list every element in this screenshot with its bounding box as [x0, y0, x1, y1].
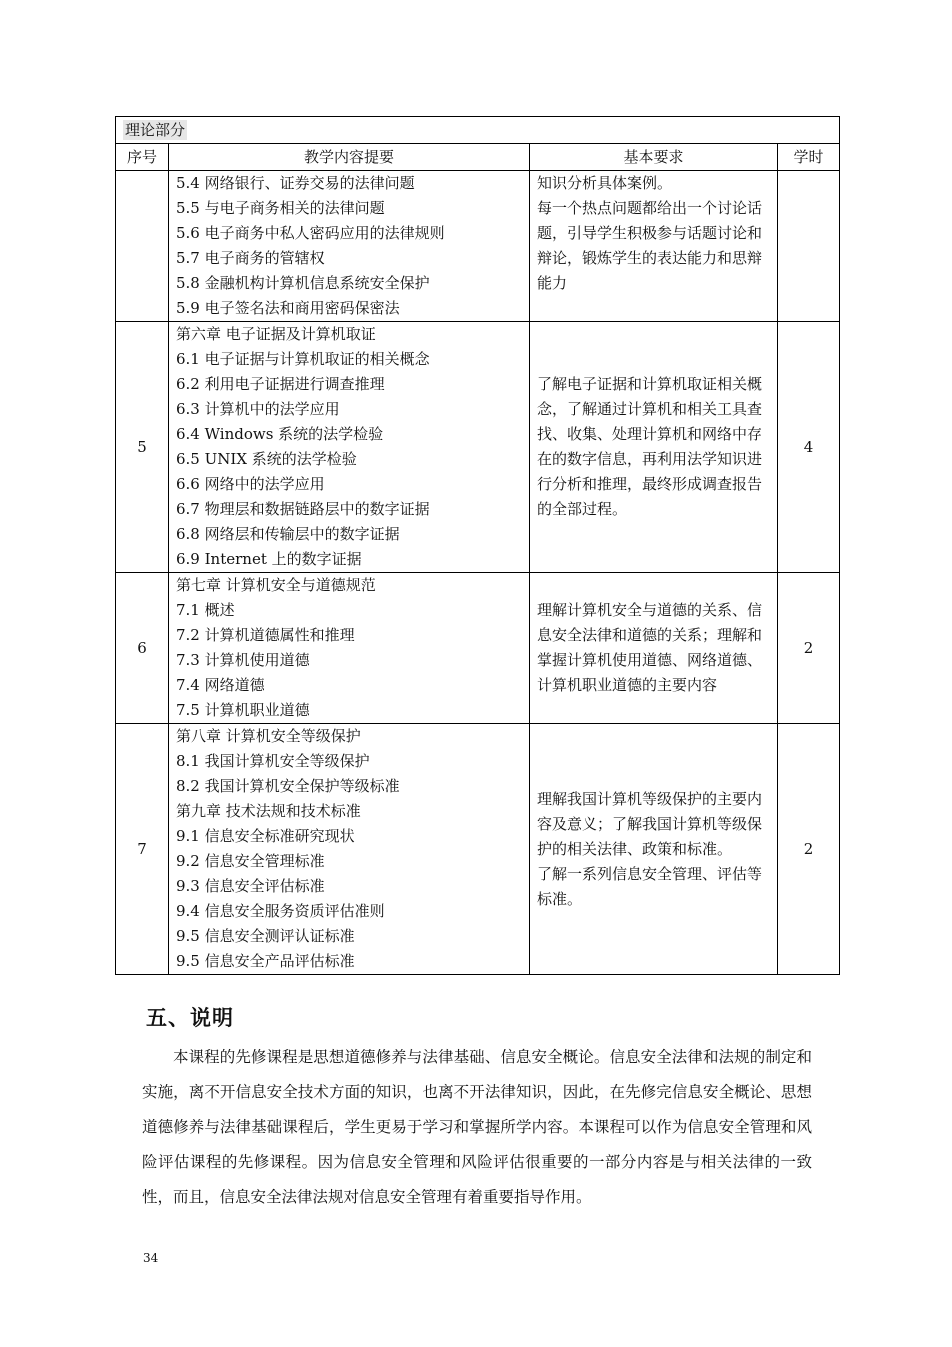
- row-number: 6: [116, 573, 169, 724]
- content-line: 6.1 电子证据与计算机取证的相关概念: [176, 350, 430, 368]
- content-line: 7.4 网络道德: [176, 676, 265, 694]
- row-hours: 2: [778, 573, 840, 724]
- content-line: 5.4 网络银行、证券交易的法律问题: [176, 174, 415, 192]
- content-line: 9.3 信息安全评估标准: [176, 877, 325, 895]
- requirement-text: 理解计算机安全与道德的关系、信息安全法律和道德的关系；理解和掌握计算机使用道德、网络道德、计算机职业道德的主要内容: [537, 601, 763, 694]
- row-content: [169, 724, 530, 975]
- row-requirement: [530, 171, 778, 322]
- table-row: [116, 322, 840, 573]
- content-line: 7.2 计算机道德属性和推理: [176, 626, 355, 644]
- content-line: 第九章 技术法规和技术标准: [176, 802, 361, 820]
- content-line: 6.3 计算机中的法学应用: [176, 400, 340, 418]
- header-hours: 学时: [778, 144, 840, 171]
- header-num: 序号: [116, 144, 169, 171]
- section-paragraph: 本课程的先修课程是思想道德修养与法律基础、信息安全概论。信息安全法律和法规的制定和实施，离不开信息安全技术方面的知识，也离不开法律知识，因此，在先修完信息安全概论、思想道德修养与法律基础课程后，学生更易于学习和掌握所学内容。本课程可以作为信息安全管理和风险评估课程的先修课程。因为信息安全管理和风险评估很重要的一部分内容是与相关法律的一致性，而且，信息安全法律法规对信息安全管理有着重要指导作用。: [142, 1048, 812, 1206]
- content-line: 7.3 计算机使用道德: [176, 651, 310, 669]
- section-label: 理论部分: [125, 120, 186, 139]
- content-line: 5.5 与电子商务相关的法律问题: [176, 199, 385, 217]
- row-number: 5: [116, 322, 169, 573]
- row-requirement: [530, 322, 778, 573]
- table-row: [116, 171, 840, 322]
- content-line: 5.8 金融机构计算机信息系统安全保护: [176, 274, 430, 292]
- syllabus-table: [115, 116, 840, 975]
- row-hours: 2: [778, 724, 840, 975]
- content-line: 8.1 我国计算机安全等级保护: [176, 752, 370, 770]
- header-row: [116, 144, 840, 171]
- content-line: 9.5 信息安全测评认证标准: [176, 927, 355, 945]
- content-line: 6.5 UNIX 系统的法学检验: [176, 450, 357, 468]
- content-line: 9.4 信息安全服务资质评估准则: [176, 902, 385, 920]
- section-label-row: [116, 117, 840, 144]
- row-content: [169, 171, 530, 322]
- content-line: 5.9 电子签名法和商用密码保密法: [176, 299, 400, 317]
- content-line: 6.4 Windows 系统的法学检验: [176, 425, 384, 443]
- requirement-text: 理解我国计算机等级保护的主要内容及意义；了解我国计算机等级保护的相关法律、政策和标准。 了解一系列信息安全管理、评估等标准。: [537, 789, 763, 908]
- header-content: 教学内容提要: [169, 144, 530, 171]
- row-number: [116, 171, 169, 322]
- section-heading: 五、说明: [146, 1005, 234, 1030]
- requirement-text: 了解电子证据和计算机取证相关概念，了解通过计算机和相关工具查找、收集、处理计算机和网络中存在的数字信息，再利用法学知识进行分析和推理，最终形成调查报告的全部过程。: [537, 375, 763, 518]
- content-line: 5.6 电子商务中私人密码应用的法律规则: [176, 224, 445, 242]
- table-row: [116, 724, 840, 975]
- content-line: 9.1 信息安全标准研究现状: [176, 827, 355, 845]
- content-line: 第六章 电子证据及计算机取证: [176, 325, 376, 343]
- content-line: 6.9 Internet 上的数字证据: [176, 550, 362, 568]
- row-content: [169, 573, 530, 724]
- content-line: 7.1 概述: [176, 601, 235, 619]
- section-label-cell: [116, 117, 840, 144]
- content-line: 6.7 物理层和数据链路层中的数字证据: [176, 500, 430, 518]
- row-requirement: [530, 724, 778, 975]
- content-line: 6.6 网络中的法学应用: [176, 475, 325, 493]
- requirement-text: 知识分析具体案例。 每一个热点问题都给出一个讨论话题，引导学生积极参与话题讨论和辩论，锻炼学生的表达能力和思辩能力: [537, 174, 763, 292]
- row-number: 7: [116, 724, 169, 975]
- content-line: 第七章 计算机安全与道德规范: [176, 576, 376, 594]
- content-line: 7.5 计算机职业道德: [176, 701, 310, 719]
- row-content: [169, 322, 530, 573]
- row-hours: 4: [778, 322, 840, 573]
- content-line: 9.5 信息安全产品评估标准: [176, 952, 355, 970]
- content-line: 8.2 我国计算机安全保护等级标准: [176, 777, 400, 795]
- content-line: 6.2 利用电子证据进行调查推理: [176, 375, 385, 393]
- content-line: 6.8 网络层和传输层中的数字证据: [176, 525, 400, 543]
- page-number: 34: [143, 1251, 159, 1265]
- header-requirement: 基本要求: [530, 144, 778, 171]
- content-line: 第八章 计算机安全等级保护: [176, 727, 361, 745]
- content-line: 5.7 电子商务的管辖权: [176, 249, 325, 267]
- table-row: [116, 573, 840, 724]
- row-hours: [778, 171, 840, 322]
- table-body: [116, 171, 840, 975]
- row-requirement: [530, 573, 778, 724]
- content-line: 9.2 信息安全管理标准: [176, 852, 325, 870]
